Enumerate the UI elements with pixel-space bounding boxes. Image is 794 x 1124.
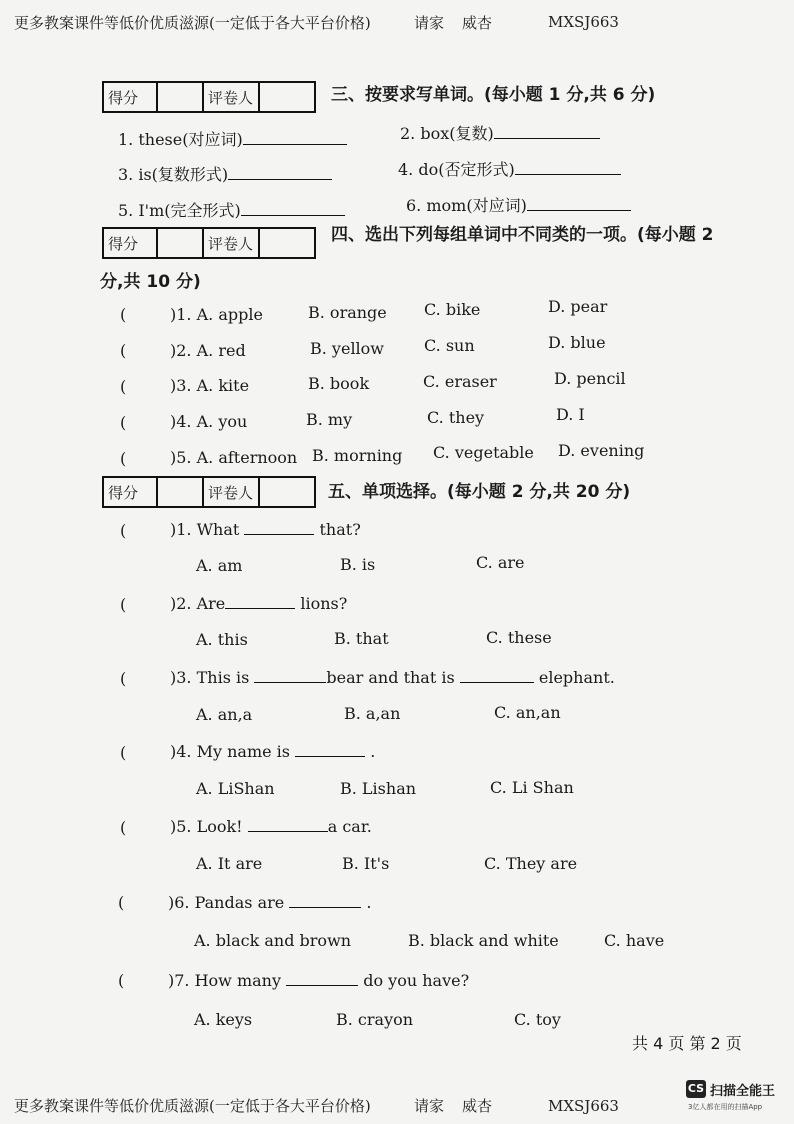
s5-q2-b: B. that bbox=[334, 629, 389, 648]
s5-q2-paren: ( bbox=[120, 595, 127, 614]
s4-q2-a: )2. A. red bbox=[170, 341, 246, 360]
s4-q4-c: C. they bbox=[427, 408, 485, 427]
s5-q5-paren: ( bbox=[120, 818, 127, 837]
s5-q7-c: C. toy bbox=[514, 1010, 561, 1029]
s5-q1-c: C. are bbox=[476, 553, 525, 572]
header-text-1: 请家 bbox=[414, 14, 445, 32]
s4-q3-c: C. eraser bbox=[423, 372, 497, 391]
score-cell bbox=[157, 228, 203, 258]
s4-q1-paren: ( bbox=[120, 305, 127, 324]
s4-q1-a: )1. A. apple bbox=[170, 305, 263, 324]
s4-q2-paren: ( bbox=[120, 341, 127, 360]
s5-q6-b: B. black and white bbox=[408, 931, 559, 950]
s4-q3-a: )3. A. kite bbox=[170, 376, 250, 395]
grader-cell bbox=[259, 82, 315, 112]
s5-q1-paren: ( bbox=[120, 521, 127, 540]
s5-q6-stem: )6. Pandas are . bbox=[168, 893, 372, 912]
s5-q4-b: B. Lishan bbox=[340, 779, 417, 798]
grader-cell bbox=[259, 477, 315, 507]
header-text-2: 威杏 bbox=[462, 14, 493, 32]
s5-q5-a: A. It are bbox=[196, 854, 263, 873]
footer-promo-text: 更多教案课件等低价优质滋源(一定低于各大平台价格) bbox=[14, 1097, 371, 1115]
app-tagline: 3亿人都在用的扫描App bbox=[688, 1103, 763, 1111]
s5-q3-b: B. a,an bbox=[344, 704, 401, 723]
s4-q5-d: D. evening bbox=[558, 441, 645, 460]
s3-item-6: 6. mom(对应词) bbox=[406, 193, 631, 216]
s5-q1-a: A. am bbox=[196, 556, 243, 575]
s4-q3-paren: ( bbox=[120, 377, 127, 396]
s3-item-3: 3. is(复数形式) bbox=[118, 162, 332, 185]
s5-q5-c: C. They are bbox=[484, 854, 578, 873]
s5-q7-stem: )7. How many do you have? bbox=[168, 971, 470, 990]
s4-q1-d: D. pear bbox=[548, 297, 608, 316]
s5-q6-c: C. have bbox=[604, 931, 665, 950]
s4-q4-b: B. my bbox=[306, 410, 353, 429]
header-promo-text: 更多教案课件等低价优质滋源(一定低于各大平台价格) bbox=[14, 14, 371, 32]
s5-q5-b: B. It's bbox=[342, 854, 390, 873]
s5-q1-b: B. is bbox=[340, 555, 376, 574]
score-cell bbox=[157, 477, 203, 507]
section4-title-cont: 分,共 10 分) bbox=[100, 272, 201, 292]
footer-text-1: 请家 bbox=[414, 1097, 445, 1115]
camscanner-logo-icon: CS bbox=[686, 1080, 706, 1098]
s4-q3-d: D. pencil bbox=[554, 369, 626, 388]
header-code: MXSJ663 bbox=[548, 13, 619, 31]
s4-q1-c: C. bike bbox=[424, 300, 481, 319]
s5-q2-a: A. this bbox=[196, 630, 248, 649]
app-name: 扫描全能王 bbox=[710, 1084, 776, 1099]
s4-q4-paren: ( bbox=[120, 413, 127, 432]
score-label: 得分 bbox=[103, 228, 157, 258]
s5-q7-a: A. keys bbox=[194, 1010, 253, 1029]
s5-q6-a: A. black and brown bbox=[194, 931, 352, 950]
s5-q7-b: B. crayon bbox=[336, 1010, 414, 1029]
section3-title: 三、按要求写单词。(每小题 1 分,共 6 分) bbox=[331, 85, 656, 105]
s4-q2-d: D. blue bbox=[548, 333, 606, 352]
s3-item-5: 5. I'm(完全形式) bbox=[118, 198, 345, 221]
grader-label: 评卷人 bbox=[203, 477, 259, 507]
score-label: 得分 bbox=[103, 477, 157, 507]
grader-label: 评卷人 bbox=[203, 82, 259, 112]
s4-q4-a: )4. A. you bbox=[170, 412, 248, 431]
s5-q1-stem: )1. What that? bbox=[170, 520, 361, 539]
section4-title: 四、选出下列每组单词中不同类的一项。(每小题 2 bbox=[331, 225, 714, 245]
s4-q5-b: B. morning bbox=[312, 446, 403, 465]
s4-q2-b: B. yellow bbox=[310, 339, 384, 358]
grader-cell bbox=[259, 228, 315, 258]
score-cell bbox=[157, 82, 203, 112]
s5-q3-paren: ( bbox=[120, 669, 127, 688]
s5-q2-c: C. these bbox=[486, 628, 552, 647]
s4-q3-b: B. book bbox=[308, 374, 370, 393]
s5-q3-a: A. an,a bbox=[196, 705, 253, 724]
s4-q2-c: C. sun bbox=[424, 336, 475, 355]
s4-q5-a: )5. A. afternoon bbox=[170, 448, 298, 467]
s4-q5-paren: ( bbox=[120, 449, 127, 468]
footer-text-2: 威杏 bbox=[462, 1097, 493, 1115]
s3-item-1: 1. these(对应词) bbox=[118, 127, 347, 150]
s3-item-4: 4. do(否定形式) bbox=[398, 157, 621, 180]
s5-q4-c: C. Li Shan bbox=[490, 778, 574, 797]
s3-item-2: 2. box(复数) bbox=[400, 121, 600, 144]
s5-q2-stem: )2. Are lions? bbox=[170, 594, 348, 613]
s5-q5-stem: )5. Look! a car. bbox=[170, 817, 372, 836]
score-table-5 bbox=[102, 476, 316, 508]
section5-title: 五、单项选择。(每小题 2 分,共 20 分) bbox=[328, 482, 631, 502]
s4-q4-d: D. I bbox=[556, 405, 585, 424]
score-table-4 bbox=[102, 227, 316, 259]
s4-q1-b: B. orange bbox=[308, 303, 387, 322]
s5-q3-c: C. an,an bbox=[494, 703, 561, 722]
s5-q4-a: A. LiShan bbox=[196, 779, 275, 798]
s5-q3-stem: )3. This is bear and that is elephant. bbox=[170, 668, 615, 687]
s5-q4-paren: ( bbox=[120, 743, 127, 762]
s5-q7-paren: ( bbox=[118, 971, 125, 990]
s5-q4-stem: )4. My name is . bbox=[170, 742, 376, 761]
page-number: 共 4 页 第 2 页 bbox=[632, 1034, 742, 1053]
footer-code: MXSJ663 bbox=[548, 1097, 619, 1115]
grader-label: 评卷人 bbox=[203, 228, 259, 258]
s5-q6-paren: ( bbox=[118, 893, 125, 912]
s4-q5-c: C. vegetable bbox=[433, 443, 534, 462]
score-table-3 bbox=[102, 81, 316, 113]
score-label: 得分 bbox=[103, 82, 157, 112]
